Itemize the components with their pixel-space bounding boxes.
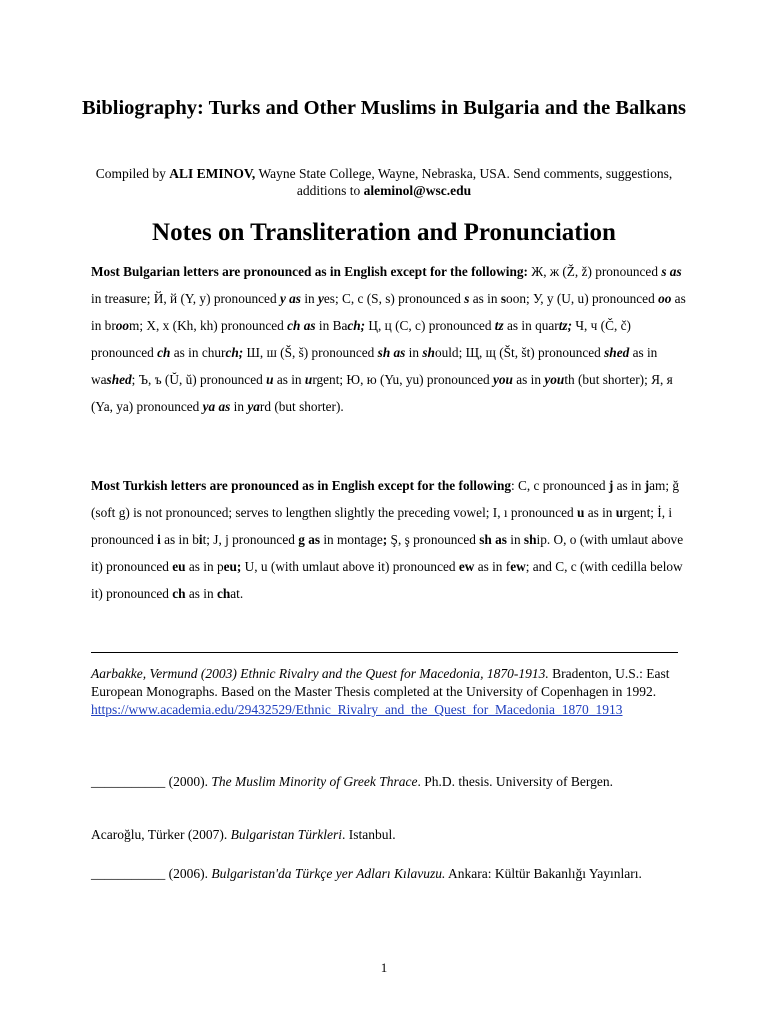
entry-link[interactable]: https://www.academia.edu/29432529/Ethnic_Rivalry_and_the_Quest_for_Macedonia_1870_1913 [91, 702, 623, 717]
turkish-intro: Most Turkish letters are pronounced as in English except for the following [91, 478, 511, 493]
bulgarian-pronunciation-paragraph [91, 258, 691, 420]
bg-sh-sound: sh as [377, 345, 406, 360]
turkish-pronunciation-paragraph [91, 472, 691, 607]
tr-cc-example-post: at. [230, 586, 244, 601]
bg-u-mid: as in br [91, 291, 686, 333]
entry-details: Ankara: Kültür Bakanlığı Yayınları. [445, 866, 642, 881]
entry-details: Bradenton, U.S.: East European Monographs. Based on the Master Thesis completed at the University of Copenhagen in 1992. [91, 666, 670, 699]
bg-kh-example-bold: ch; [347, 318, 366, 333]
entry-title: The Muslim Minority of Greek Thrace [211, 774, 418, 789]
bg-yer-sound: u [266, 372, 274, 387]
bibliography-entry [91, 773, 683, 791]
bg-kh-mid: in Ba [315, 318, 348, 333]
bg-ts-sound: tz [494, 318, 504, 333]
bg-ya-example-post: rd (but shorter). [259, 399, 344, 414]
bg-s-sound: s [464, 291, 470, 306]
bg-y-example-post: es; [323, 291, 343, 306]
entry-ditto-line: ___________ [91, 774, 166, 789]
entry-author-title: Aarbakke, Vermund (2003) Ethnic Rivalry and the Quest for Macedonia, 1870-1913. [91, 666, 549, 681]
section-divider [91, 652, 678, 653]
bg-u-sound: oo [658, 291, 672, 306]
tr-sh-example-post: ip. O, o (with umlaut above it) pronounced [91, 532, 684, 574]
tr-j-example-bold: ; [382, 532, 388, 547]
tr-j-sound: g as [298, 532, 321, 547]
bg-sht-mid: as in wa [91, 345, 658, 387]
bg-kh-letters: Х, х (Kh, kh) pronounced [146, 318, 288, 333]
tr-cc-sound: ch [172, 586, 186, 601]
bg-yu-example-post: th (but shorter); [564, 372, 652, 387]
bg-y-example: in [301, 291, 318, 306]
tr-sh-mid: in [506, 532, 524, 547]
entry-year: (2000). [165, 774, 212, 789]
bg-s-mid: as in [469, 291, 501, 306]
bg-s-example-post: oon; [506, 291, 534, 306]
bg-sht-letters: Щ, щ (Št, št) pronounced [465, 345, 605, 360]
tr-c-example-post: am; ğ (soft g) is not pronounced; serves to lengthen slightly the preceding vowel; I, ı pronounced [91, 478, 680, 520]
bg-yu-letters: Ю, ю (Yu, yu) pronounced [346, 372, 493, 387]
bg-s-letters: С, с (S, s) pronounced [342, 291, 465, 306]
bg-yer-letters: Ъ, ъ (Ŭ, ŭ) pronounced [138, 372, 267, 387]
tr-u-example-post: ; and C, c (with cedilla below it) pronounced [91, 559, 683, 601]
tr-j-mid: in montage [320, 532, 383, 547]
bg-ch-mid: as in chur [170, 345, 226, 360]
tr-u-mid: as in f [474, 559, 511, 574]
bg-sh-example-post: ould; [434, 345, 466, 360]
contact-email[interactable]: aleminol@wsc.edu [363, 183, 472, 198]
tr-cc-mid: as in [185, 586, 217, 601]
entry-ditto-line: ___________ [91, 866, 166, 881]
bg-yer-mid: as in [273, 372, 305, 387]
tr-idot-mid: as in b [160, 532, 199, 547]
bulgarian-intro: Most Bulgarian letters are pronounced as in English except for the following: [91, 264, 528, 279]
tr-c-letters: : C, c pronounced [511, 478, 609, 493]
bibliography-entry [91, 665, 683, 719]
bg-zh-sound: s as [661, 264, 682, 279]
compiled-by-line [80, 165, 688, 199]
bg-kh-sound: ch as [287, 318, 316, 333]
bibliography-entry [91, 826, 683, 844]
entry-author: Acaroğlu, Türker (2007). [91, 827, 231, 842]
bg-ya-mid: in [230, 399, 248, 414]
notes-heading: Notes on Transliteration and Pronunciation [152, 219, 616, 246]
bg-sht-example-bold: shed [106, 372, 132, 387]
bg-yu-sound: you [493, 372, 513, 387]
entry-title: Bulgaristan Türkleri [230, 827, 342, 842]
tr-i-sound: u [576, 505, 585, 520]
bg-sht-sound: shed [604, 345, 630, 360]
bg-zh-letters: Ж, ж (Ž, ž) pronounced [527, 264, 662, 279]
compiler-name: ALI EMINOV, [169, 166, 256, 181]
bibliography-entry [91, 865, 683, 883]
bg-ch-example-bold: ch; [225, 345, 244, 360]
bg-ts-example-bold: tz; [558, 318, 573, 333]
tr-j-example-post: Ş, ş pronounced [387, 532, 480, 547]
tr-cc-example-bold: ch [216, 586, 231, 601]
bg-yu-example-bold: you [544, 372, 565, 387]
bg-yer-example-post: rgent; [312, 372, 347, 387]
bg-y-letters: Й, й (Y, y) pronounced [153, 291, 280, 306]
tr-o-sound: eu [172, 559, 186, 574]
bg-ya-example-bold: ya [247, 399, 260, 414]
tr-c-example-bold: j [644, 478, 650, 493]
bg-u-example-post: m; [129, 318, 147, 333]
bg-ya-sound: ya as [202, 399, 231, 414]
bg-u-letters: У, у (U, u) pronounced [533, 291, 659, 306]
page-number: 1 [380, 960, 388, 975]
bg-zh-example: in trea [91, 291, 125, 306]
tr-idot-example-bold: i [198, 532, 203, 547]
bg-ts-mid: as in quar [503, 318, 559, 333]
bg-y-sound: y as [279, 291, 301, 306]
entry-details: . Ph.D. thesis. University of Bergen. [417, 774, 613, 789]
tr-u-sound: ew [458, 559, 475, 574]
bg-zh-example-post: ure; [129, 291, 154, 306]
tr-o-mid: as in p [185, 559, 224, 574]
tr-i-example-bold: u [615, 505, 624, 520]
bg-ch-letters: Ч, ч (Č, č) pronounced [91, 318, 631, 360]
tr-idot-sound: i [157, 532, 161, 547]
bg-yer-example-bold: u [304, 372, 313, 387]
tr-idot-example-post: t; J, j pronounced [202, 532, 299, 547]
entry-details: . Istanbul. [341, 827, 396, 842]
bg-ch-sound: ch [157, 345, 171, 360]
tr-o-example-bold: eu; [223, 559, 242, 574]
tr-i-example-post: rgent; İ, i pronounced [91, 505, 673, 547]
bg-s-example-bold: s [500, 291, 507, 306]
tr-c-mid: as in [613, 478, 645, 493]
bg-sht-example-post: ; [131, 372, 139, 387]
bg-u-example-bold: oo [115, 318, 130, 333]
tr-sh-sound: sh as [479, 532, 507, 547]
document-title: Bibliography: Turks and Other Muslims in Bulgaria and the Balkans [82, 97, 686, 119]
tr-u-example-bold: ew [510, 559, 526, 574]
bg-sh-example-bold: sh [422, 345, 435, 360]
tr-o-example-post: U, u (with umlaut above it) pronounced [241, 559, 459, 574]
tr-c-sound: j [608, 478, 614, 493]
tr-sh-example-bold: sh [523, 532, 537, 547]
bg-y-example-bold: y [318, 291, 324, 306]
tr-i-mid: as in [584, 505, 616, 520]
bg-sh-mid: in [405, 345, 423, 360]
compiler-affiliation: Wayne State College, Wayne, Nebraska, USA. Send comments, suggestions, additions to [255, 166, 673, 198]
entry-year: (2006). [165, 866, 212, 881]
bg-zh-example-bold: s [124, 291, 130, 306]
bg-sh-letters: Ш, ш (Š, š) pronounced [243, 345, 378, 360]
bg-ts-letters: Ц, ц (C, c) pronounced [365, 318, 495, 333]
bg-yu-mid: as in [512, 372, 545, 387]
entry-title: Bulgaristan'da Türkçe yer Adları Kılavuzu. [211, 866, 446, 881]
bg-ya-letters: Я, я (Ya, ya) pronounced [91, 372, 673, 414]
compiled-prefix: Compiled by [95, 166, 170, 181]
